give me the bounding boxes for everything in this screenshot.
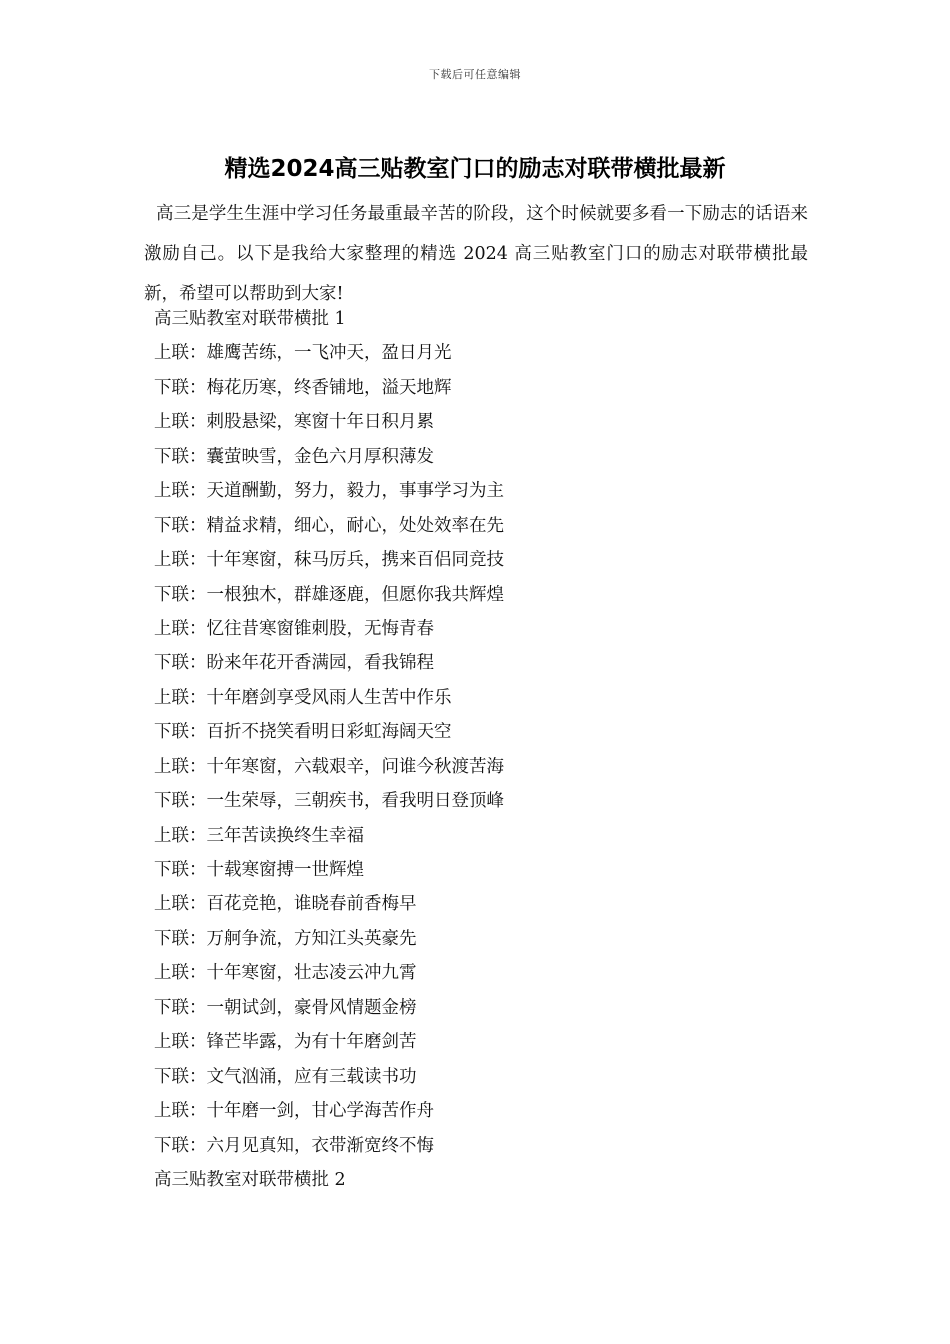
lower-couplet-line: 下联：六月见真知，衣带渐宽终不悔 bbox=[154, 1135, 434, 1156]
upper-couplet-line: 上联：锋芒毕露，为有十年磨剑苦 bbox=[154, 1032, 417, 1053]
upper-couplet-line: 上联：三年苦读换终生幸福 bbox=[154, 825, 364, 846]
lower-couplet-line: 下联：十载寒窗搏一世辉煌 bbox=[154, 860, 364, 880]
upper-couplet-line: 上联：忆往昔寒窗锥刺股，无悔青春 bbox=[154, 618, 434, 639]
upper-couplet-line: 上联：十年寒窗，秣马厉兵，携来百侣同竞技 bbox=[154, 550, 504, 571]
lower-couplet-line: 下联：囊萤映雪，金色六月厚积薄发 bbox=[154, 446, 434, 467]
lower-couplet-line: 下联：文气汹涌，应有三载读书功 bbox=[154, 1066, 417, 1087]
upper-couplet-line: 上联：雄鹰苦练，一飞冲天，盈日月光 bbox=[154, 343, 452, 364]
upper-couplet-line: 上联：百花竞艳，谁晓春前香梅早 bbox=[154, 894, 417, 915]
lower-couplet-line: 下联：一根独木，群雄逐鹿，但愿你我共辉煌 bbox=[154, 584, 504, 605]
lower-couplet-line: 下联：盼来年花开香满园，看我锦程 bbox=[154, 653, 434, 674]
lower-couplet-line: 下联：一朝试剑，豪骨风情题金榜 bbox=[154, 997, 417, 1018]
document-title: 精选2024高三贴教室门口的励志对联带横批最新 bbox=[224, 156, 726, 182]
lower-couplet-line: 下联：万舸争流，方知江头英豪先 bbox=[154, 928, 417, 949]
lower-couplet-line: 下联：一生荣辱，三朝疾书，看我明日登顶峰 bbox=[154, 791, 504, 812]
upper-couplet-line: 上联：十年寒窗，六载艰辛，问谁今秋渡苦海 bbox=[154, 756, 504, 777]
section-heading: 高三贴教室对联带横批 2 bbox=[154, 1169, 346, 1190]
upper-couplet-line: 上联：刺股悬梁，寒窗十年日积月累 bbox=[154, 412, 434, 433]
section-heading: 高三贴教室对联带横批 1 bbox=[154, 309, 346, 329]
upper-couplet-line: 上联：十年寒窗，壮志凌云冲九霄 bbox=[154, 963, 417, 984]
lower-couplet-line: 下联：梅花历寒，终香铺地，溢天地辉 bbox=[154, 377, 452, 398]
lower-couplet-line: 下联：百折不挠笑看明日彩虹海阔天空 bbox=[154, 722, 452, 743]
upper-couplet-line: 上联：天道酬勤，努力，毅力，事事学习为主 bbox=[154, 481, 504, 502]
lower-couplet-line: 下联：精益求精，细心，耐心，处处效率在先 bbox=[154, 515, 504, 536]
couplet-list bbox=[0, 302, 950, 1197]
upper-couplet-line: 上联：十年磨一剑，甘心学海苦作舟 bbox=[154, 1101, 434, 1122]
header-note: 下载后可任意编辑 bbox=[429, 68, 521, 81]
intro-paragraph: 高三是学生生涯中学习任务最重最辛苦的阶段，这个时候就要多看一下励志的话语来激励自己。以下是我给大家整理的精选 2024 高三贴教室门口的励志对联带横批最新，希望可以帮助到大家! bbox=[144, 204, 808, 304]
upper-couplet-line: 上联：十年磨剑享受风雨人生苦中作乐 bbox=[154, 687, 452, 708]
